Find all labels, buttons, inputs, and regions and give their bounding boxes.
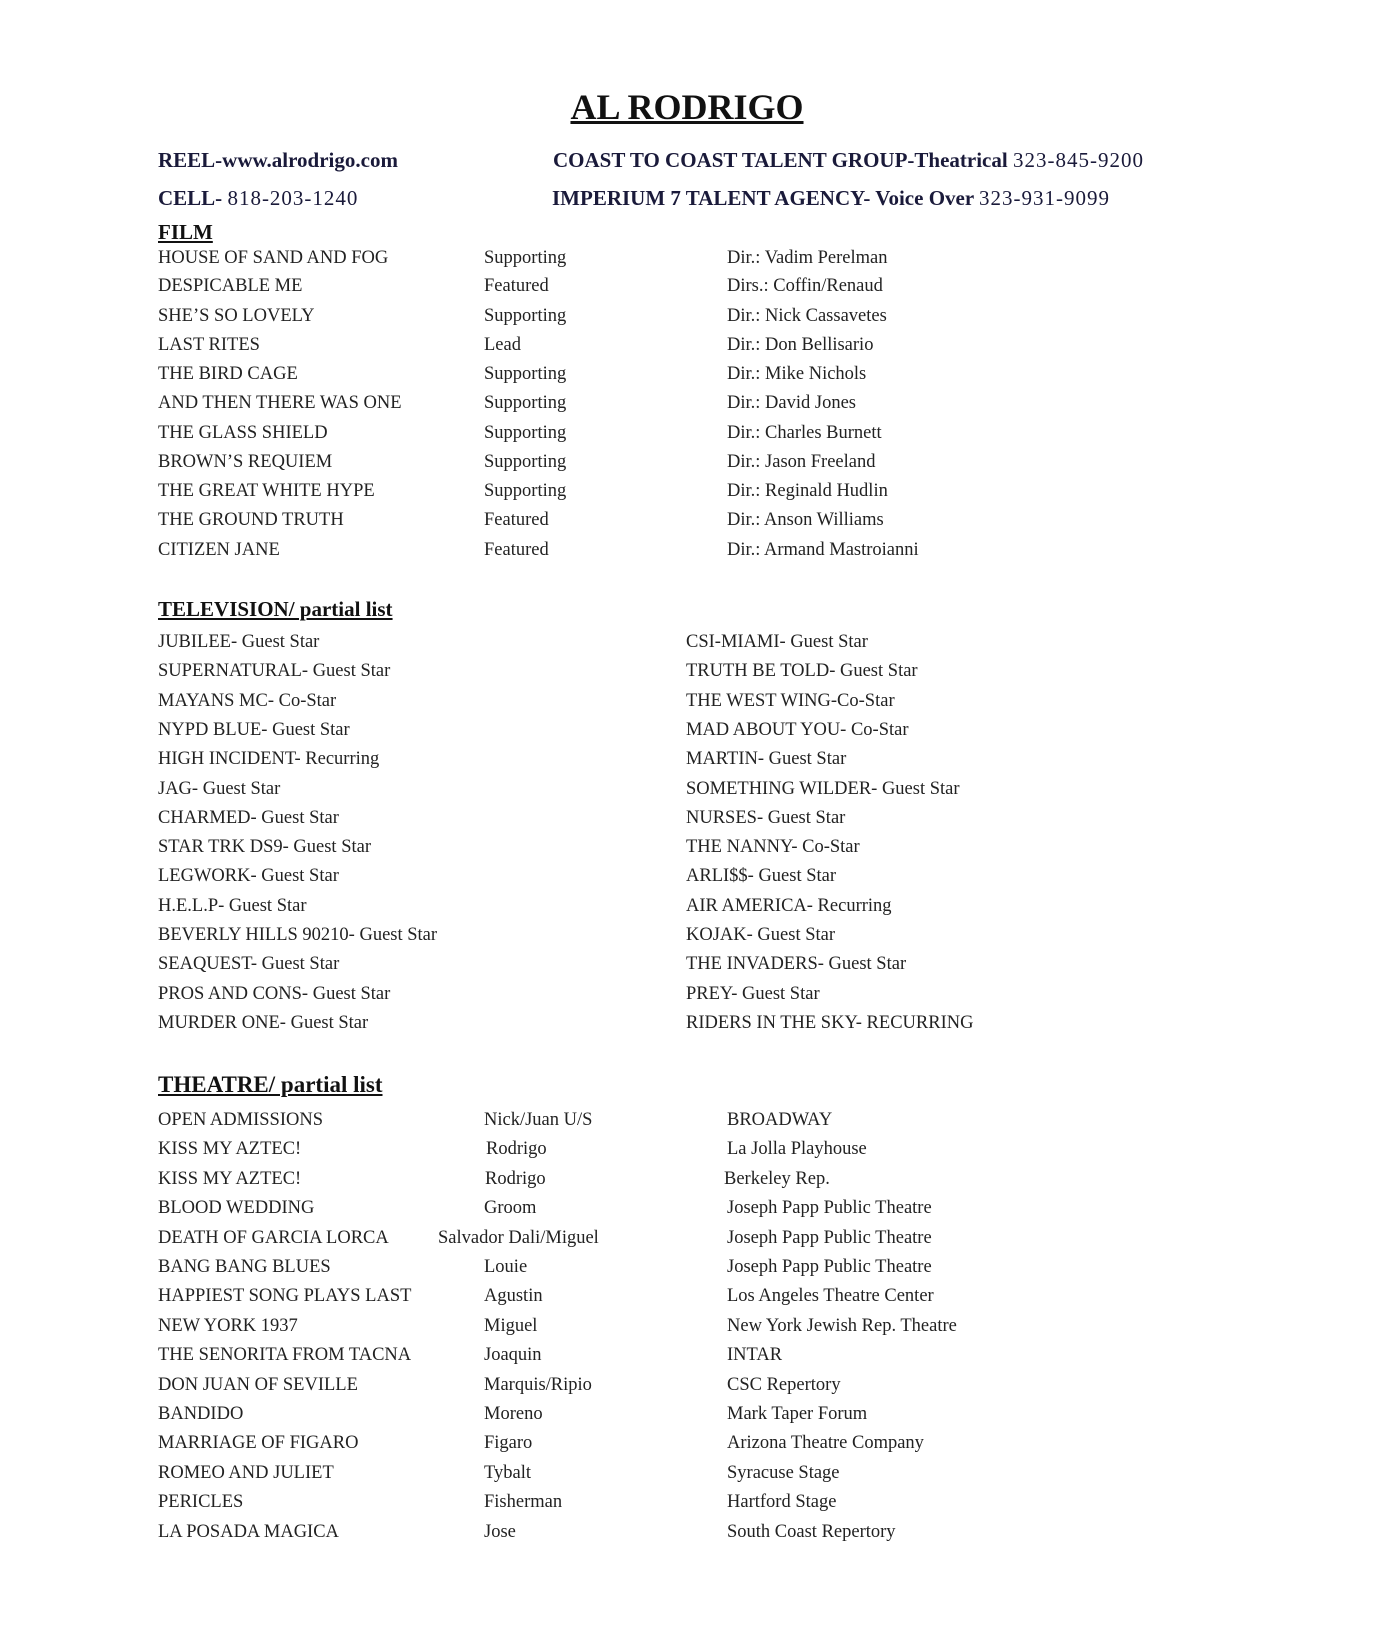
tv-credit-left: SUPERNATURAL- Guest Star — [158, 661, 391, 682]
theatre-role: Marquis/Ripio — [484, 1374, 592, 1395]
theatre-venue: Hartford Stage — [727, 1492, 837, 1513]
film-role: Supporting — [484, 393, 567, 413]
tv-credit-right: THE INVADERS- Guest Star — [686, 954, 907, 975]
film-title: THE BIRD CAGE — [158, 364, 298, 384]
theatre-role: Louie — [484, 1257, 528, 1277]
reel-text: REEL-www.alrodrigo.com — [158, 148, 398, 172]
voiceover-agency-label: IMPERIUM 7 TALENT AGENCY- Voice Over — [552, 186, 980, 210]
film-director: Dir.: Jason Freeland — [727, 452, 876, 472]
theatre-venue: New York Jewish Rep. Theatre — [727, 1315, 957, 1336]
film-title: HOUSE OF SAND AND FOG — [158, 248, 389, 268]
film-role: Supporting — [484, 248, 567, 268]
theatre-title: NEW YORK 1937 — [158, 1315, 298, 1336]
film-title: AND THEN THERE WAS ONE — [158, 393, 402, 413]
film-director: Dirs.: Coffin/Renaud — [727, 276, 883, 296]
film-role: Featured — [484, 276, 549, 296]
tv-credit-right: THE WEST WING-Co-Star — [686, 690, 895, 711]
theatre-venue: Mark Taper Forum — [727, 1404, 868, 1424]
theatre-title: OPEN ADMISSIONS — [158, 1110, 323, 1130]
theatre-venue: Syracuse Stage — [727, 1462, 840, 1483]
theatre-venue: BROADWAY — [727, 1110, 833, 1130]
tv-credit-right: PREY- Guest Star — [686, 983, 820, 1004]
theatre-role: Rodrigo — [486, 1139, 547, 1160]
film-director: Dir.: Vadim Perelman — [727, 248, 888, 268]
film-director: Dir.: Nick Cassavetes — [727, 306, 887, 326]
voiceover-agency-phone: 323-931-9099 — [979, 186, 1111, 210]
theatre-role: Jose — [484, 1521, 516, 1542]
theatre-title: MARRIAGE OF FIGARO — [158, 1433, 359, 1454]
theatre-venue: Berkeley Rep. — [724, 1168, 830, 1189]
film-title: BROWN’S REQUIEM — [158, 452, 333, 472]
theatre-venue: La Jolla Playhouse — [727, 1139, 867, 1160]
film-director: Dir.: Charles Burnett — [727, 423, 882, 443]
film-title: THE GREAT WHITE HYPE — [158, 481, 375, 501]
theatre-role: Miguel — [484, 1315, 538, 1336]
theatre-venue: CSC Repertory — [727, 1374, 841, 1395]
tv-credit-right: RIDERS IN THE SKY- RECURRING — [686, 1012, 974, 1033]
theatre-venue: Joseph Papp Public Theatre — [727, 1227, 932, 1248]
tv-credit-right: TRUTH BE TOLD- Guest Star — [686, 661, 918, 682]
tv-credit-left: HIGH INCIDENT- Recurring — [158, 749, 380, 770]
film-director: Dir.: David Jones — [727, 393, 856, 413]
theatre-title: LA POSADA MAGICA — [158, 1521, 339, 1542]
tv-credit-right: AIR AMERICA- Recurring — [686, 895, 892, 916]
theatre-venue: Joseph Papp Public Theatre — [727, 1257, 932, 1277]
theatre-title: THE SENORITA FROM TACNA — [158, 1345, 412, 1366]
television-heading: TELEVISION/ partial list — [158, 597, 393, 621]
theatre-title: BANDIDO — [158, 1404, 244, 1424]
theatre-role: Fisherman — [484, 1492, 563, 1513]
theatre-title: DEATH OF GARCIA LORCA — [158, 1227, 389, 1248]
tv-credit-left: JAG- Guest Star — [158, 778, 281, 799]
tv-credit-right: KOJAK- Guest Star — [686, 925, 836, 945]
theatre-role: Figaro — [484, 1433, 533, 1454]
theatre-venue: INTAR — [727, 1345, 783, 1366]
tv-credit-left: JUBILEE- Guest Star — [158, 632, 320, 652]
film-title: LAST RITES — [158, 335, 260, 355]
cell-number: 818-203-1240 — [227, 186, 359, 210]
film-title: DESPICABLE ME — [158, 276, 303, 296]
theatre-title: BANG BANG BLUES — [158, 1257, 331, 1277]
tv-credit-left: STAR TRK DS9- Guest Star — [158, 837, 371, 858]
film-title: THE GROUND TRUTH — [158, 510, 344, 530]
cell-label: CELL- — [158, 186, 228, 210]
tv-credit-left: LEGWORK- Guest Star — [158, 866, 339, 887]
film-role: Supporting — [484, 423, 567, 443]
tv-credit-left: BEVERLY HILLS 90210- Guest Star — [158, 925, 438, 945]
theatre-title: BLOOD WEDDING — [158, 1198, 315, 1219]
voiceover-agency — [552, 186, 1110, 211]
film-role: Featured — [484, 510, 549, 530]
theatre-venue: Joseph Papp Public Theatre — [727, 1198, 932, 1219]
theatrical-agency-label: COAST TO COAST TALENT GROUP-Theatrical — [553, 148, 1013, 172]
theatre-role: Rodrigo — [485, 1168, 546, 1189]
theatre-role: Groom — [484, 1198, 537, 1219]
tv-credit-left: H.E.L.P- Guest Star — [158, 895, 307, 916]
reel-link[interactable] — [158, 148, 398, 173]
theatre-title: HAPPIEST SONG PLAYS LAST — [158, 1286, 412, 1307]
theatre-title: PERICLES — [158, 1492, 244, 1513]
theatre-title: DON JUAN OF SEVILLE — [158, 1374, 358, 1395]
film-director: Dir.: Don Bellisario — [727, 335, 874, 355]
film-title: THE GLASS SHIELD — [158, 423, 328, 443]
tv-credit-left: PROS AND CONS- Guest Star — [158, 983, 391, 1004]
theatre-role: Tybalt — [484, 1462, 531, 1483]
theatre-role: Agustin — [484, 1286, 543, 1307]
film-director: Dir.: Reginald Hudlin — [727, 481, 888, 501]
film-heading: FILM — [158, 220, 213, 244]
cell-phone — [158, 186, 358, 211]
film-role: Lead — [484, 335, 521, 355]
film-director: Dir.: Anson Williams — [727, 510, 884, 530]
film-role: Supporting — [484, 452, 567, 472]
theatrical-agency — [553, 148, 1144, 173]
tv-credit-left: CHARMED- Guest Star — [158, 807, 339, 828]
theatre-role: Nick/Juan U/S — [484, 1110, 593, 1130]
theatre-role: Salvador Dali/Miguel — [438, 1227, 599, 1248]
theatre-role: Moreno — [484, 1404, 543, 1424]
film-role: Featured — [484, 540, 549, 560]
tv-credit-right: THE NANNY- Co-Star — [686, 837, 860, 858]
tv-credit-left: SEAQUEST- Guest Star — [158, 954, 340, 975]
film-role: Supporting — [484, 481, 567, 501]
theatre-title: KISS MY AZTEC! — [158, 1139, 302, 1160]
tv-credit-left: NYPD BLUE- Guest Star — [158, 719, 350, 740]
film-role: Supporting — [484, 306, 567, 326]
film-director: Dir.: Mike Nichols — [727, 364, 867, 384]
tv-credit-right: NURSES- Guest Star — [686, 807, 846, 828]
tv-credit-right: MAD ABOUT YOU- Co-Star — [686, 719, 909, 740]
actor-name: AL RODRIGO — [570, 87, 804, 127]
tv-credit-right: MARTIN- Guest Star — [686, 749, 847, 770]
film-title: SHE’S SO LOVELY — [158, 306, 315, 326]
theatre-venue: South Coast Repertory — [727, 1521, 896, 1542]
film-title: CITIZEN JANE — [158, 540, 280, 560]
theatre-title: KISS MY AZTEC! — [158, 1168, 302, 1189]
film-director: Dir.: Armand Mastroianni — [727, 540, 919, 560]
theatre-heading: THEATRE/ partial list — [158, 1072, 383, 1097]
tv-credit-left: MURDER ONE- Guest Star — [158, 1012, 369, 1033]
theatre-title: ROMEO AND JULIET — [158, 1462, 334, 1483]
theatrical-agency-phone: 323-845-9200 — [1012, 148, 1144, 172]
tv-credit-right: CSI-MIAMI- Guest Star — [686, 632, 868, 652]
tv-credit-right: SOMETHING WILDER- Guest Star — [686, 778, 960, 799]
tv-credit-left: MAYANS MC- Co-Star — [158, 690, 337, 711]
tv-credit-right: ARLI$$- Guest Star — [686, 866, 837, 887]
film-role: Supporting — [484, 364, 567, 384]
theatre-venue: Los Angeles Theatre Center — [727, 1286, 934, 1307]
theatre-role: Joaquin — [484, 1345, 542, 1366]
theatre-venue: Arizona Theatre Company — [727, 1433, 924, 1454]
